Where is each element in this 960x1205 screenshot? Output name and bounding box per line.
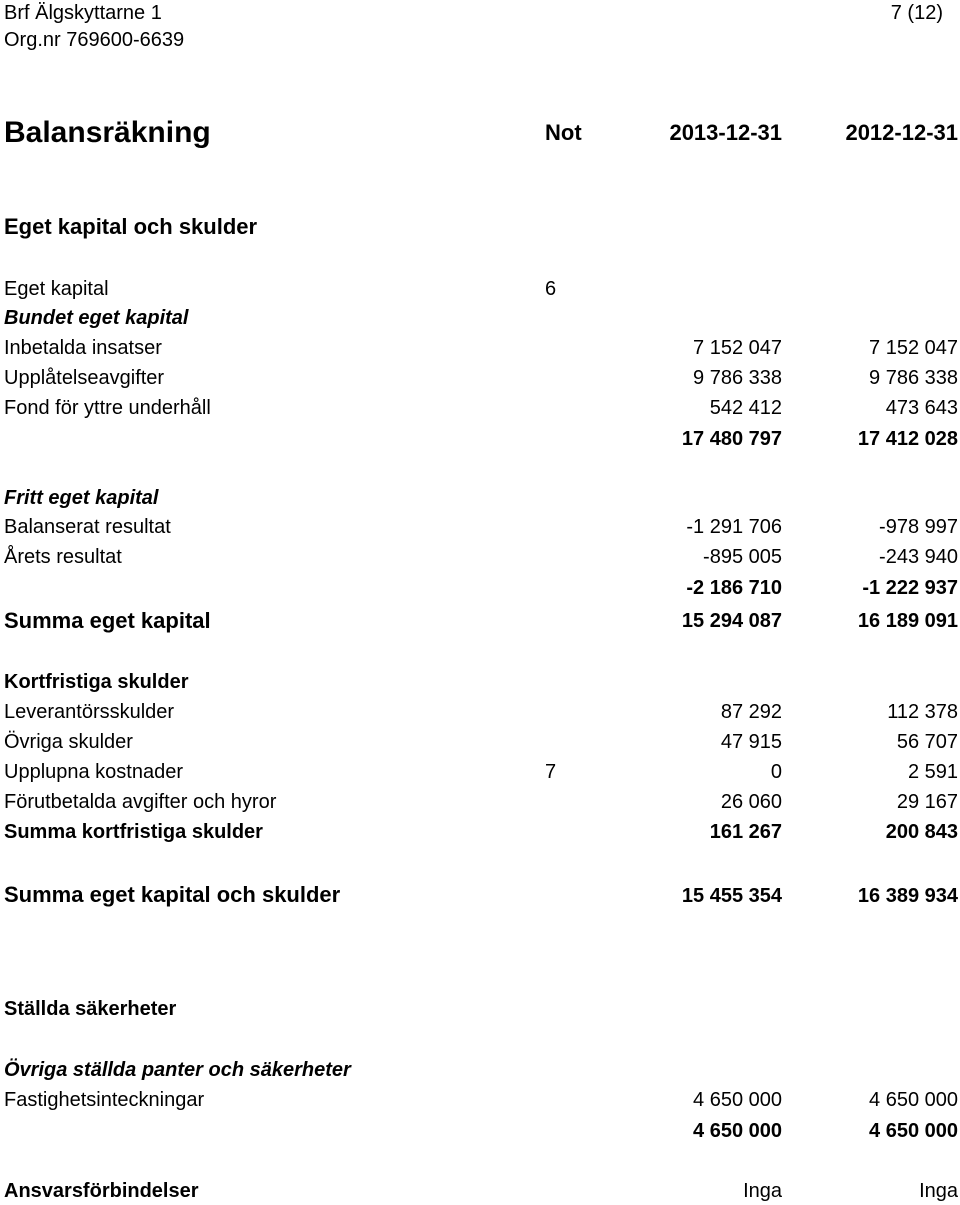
row-value-2012: 29 167 bbox=[896, 791, 958, 813]
row-label: Övriga skulder bbox=[4, 731, 133, 753]
row-label: Upplåtelseavgifter bbox=[4, 367, 165, 389]
summa-eget-kapital-2012: 16 189 091 bbox=[857, 610, 958, 632]
row-value-2013: -895 005 bbox=[703, 546, 782, 568]
summa-kortfristiga-2012: 200 843 bbox=[885, 821, 958, 843]
summa-kortfristiga-2013: 161 267 bbox=[709, 821, 782, 843]
row-value-2013: 26 060 bbox=[720, 791, 782, 813]
row-label: Fond för yttre underhåll bbox=[4, 397, 211, 419]
summa-eget-kapital-label: Summa eget kapital bbox=[4, 608, 211, 633]
row-label: Inbetalda insatser bbox=[4, 337, 162, 359]
grand-total-2012: 16 389 934 bbox=[857, 885, 958, 907]
org-name: Brf Älgskyttarne 1 bbox=[4, 2, 162, 24]
row-label: Leverantörsskulder bbox=[4, 701, 175, 723]
row-label: Förutbetalda avgifter och hyror bbox=[4, 791, 277, 813]
fritt-subtotal-2012: -1 222 937 bbox=[862, 577, 958, 599]
col-head-note: Not bbox=[545, 120, 582, 145]
stallda-heading: Ställda säkerheter bbox=[4, 998, 177, 1020]
col-head-2012: 2012-12-31 bbox=[845, 120, 958, 145]
row-value-2012: 112 378 bbox=[887, 701, 958, 723]
summa-eget-kapital-2013: 15 294 087 bbox=[681, 610, 782, 632]
row-value-2013: 7 152 047 bbox=[693, 337, 782, 359]
row-value-2013: 87 292 bbox=[720, 701, 782, 723]
row-value-2012: 4 650 000 bbox=[869, 1089, 958, 1111]
row-label: Fastighetsinteckningar bbox=[4, 1089, 205, 1111]
ansvar-2013: Inga bbox=[743, 1180, 782, 1202]
row-label: Upplupna kostnader bbox=[4, 761, 184, 783]
fritt-subtotal-2013: -2 186 710 bbox=[686, 577, 782, 599]
grand-total-2013: 15 455 354 bbox=[681, 885, 782, 907]
ansvar-label: Ansvarsförbindelser bbox=[4, 1180, 199, 1202]
eget-kapital-heading: Eget kapital bbox=[4, 278, 109, 300]
grand-total-label: Summa eget kapital och skulder bbox=[4, 882, 341, 907]
row-label: Balanserat resultat bbox=[4, 516, 171, 538]
ansvar-2012: Inga bbox=[919, 1180, 958, 1202]
fritt-heading: Fritt eget kapital bbox=[4, 487, 159, 509]
col-head-2013: 2013-12-31 bbox=[669, 120, 782, 145]
row-value-2013: 0 bbox=[770, 761, 782, 783]
stallda-subtotal-2013: 4 650 000 bbox=[693, 1120, 782, 1142]
page-number: 7 (12) bbox=[890, 2, 943, 24]
row-value-2012: -243 940 bbox=[879, 546, 958, 568]
row-value-2012: 2 591 bbox=[907, 761, 958, 783]
row-label: Årets resultat bbox=[4, 546, 122, 568]
bundet-subtotal-2012: 17 412 028 bbox=[857, 428, 958, 450]
row-value-2013: -1 291 706 bbox=[686, 516, 782, 538]
row-note: 7 bbox=[545, 761, 557, 783]
summa-kortfristiga-label: Summa kortfristiga skulder bbox=[4, 821, 263, 843]
row-value-2013: 4 650 000 bbox=[693, 1089, 782, 1111]
eget-kapital-note: 6 bbox=[545, 278, 557, 300]
row-value-2012: 7 152 047 bbox=[869, 337, 958, 359]
row-value-2012: 9 786 338 bbox=[869, 367, 958, 389]
row-value-2012: 56 707 bbox=[896, 731, 958, 753]
kortfristiga-heading: Kortfristiga skulder bbox=[4, 671, 189, 693]
stallda-sub-heading: Övriga ställda panter och säkerheter bbox=[4, 1059, 351, 1081]
bundet-heading: Bundet eget kapital bbox=[4, 307, 189, 329]
row-value-2012: -978 997 bbox=[879, 516, 958, 538]
row-value-2013: 542 412 bbox=[709, 397, 782, 419]
bundet-subtotal-2013: 17 480 797 bbox=[681, 428, 782, 450]
page-title: Balansräkning bbox=[4, 116, 211, 149]
section-heading: Eget kapital och skulder bbox=[4, 214, 258, 239]
row-value-2013: 47 915 bbox=[720, 731, 782, 753]
row-value-2012: 473 643 bbox=[885, 397, 958, 419]
org-number: Org.nr 769600-6639 bbox=[4, 29, 185, 51]
row-value-2013: 9 786 338 bbox=[693, 367, 782, 389]
stallda-subtotal-2012: 4 650 000 bbox=[869, 1120, 958, 1142]
